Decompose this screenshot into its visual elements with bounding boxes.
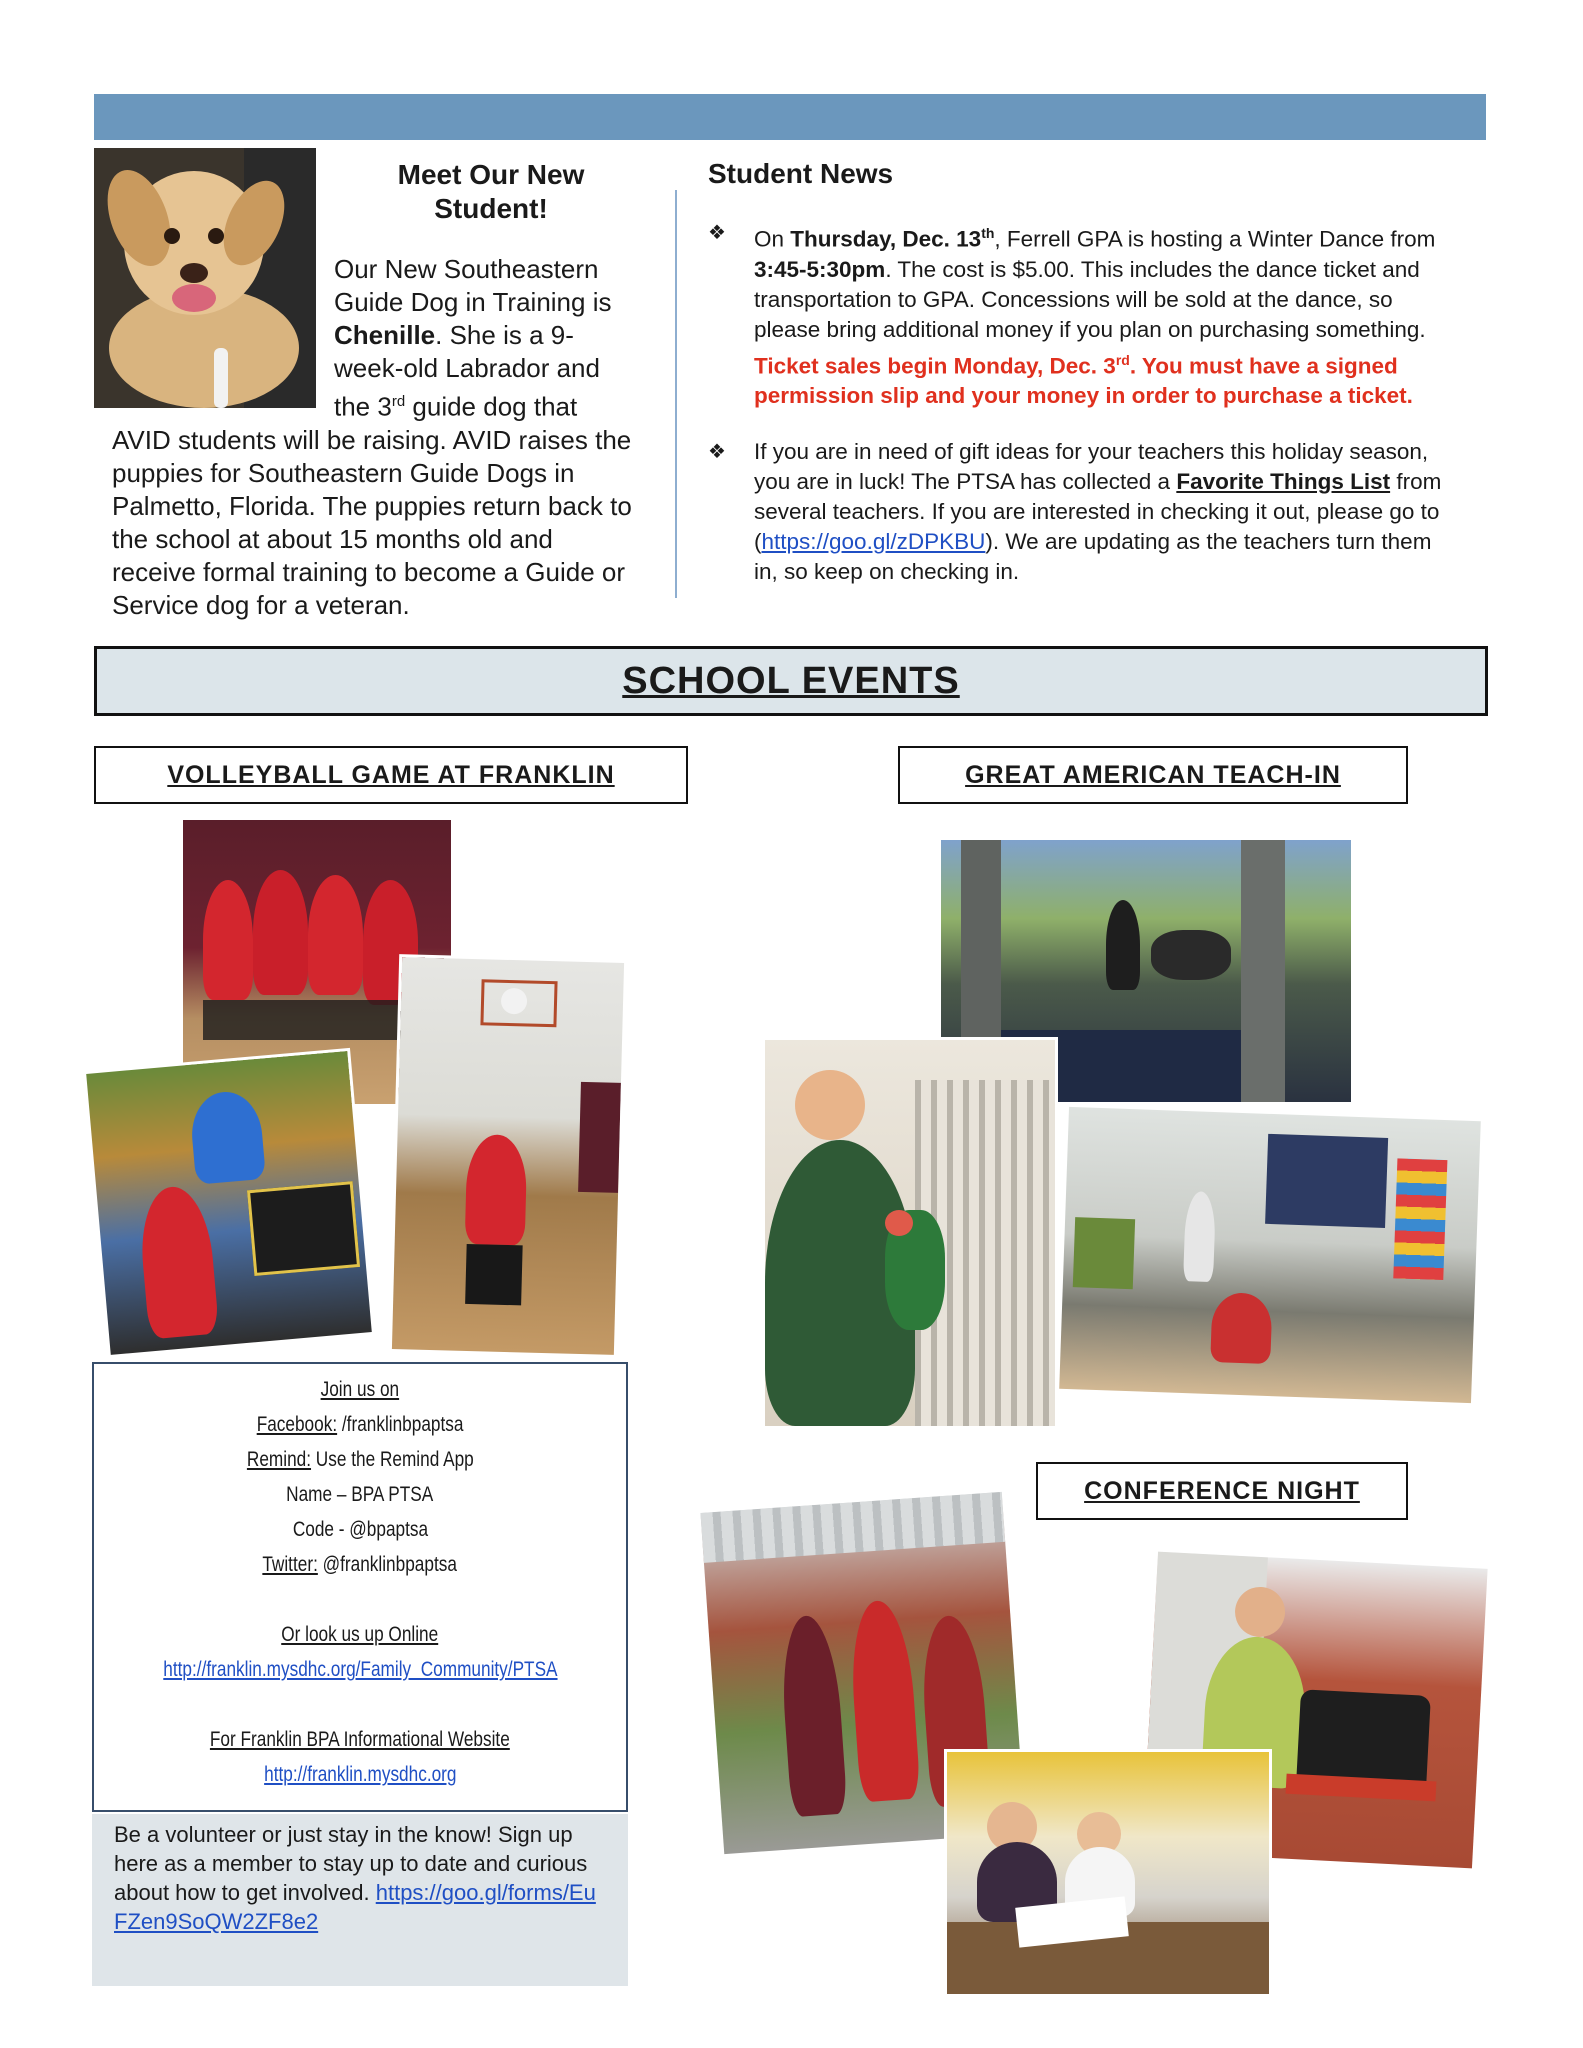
- column-divider: [675, 190, 677, 598]
- online-heading: Or look us up Online: [281, 1623, 439, 1646]
- volleyball-label: [94, 746, 688, 804]
- volunteer-form-link[interactable]: https://goo.gl/forms/EuFZen9SoQW2ZF8e2: [114, 1880, 596, 1934]
- join-us-heading: Join us on: [320, 1378, 400, 1401]
- news-date-sup: th: [981, 225, 995, 241]
- news-text: . The cost is $5.00. This includes the dance ticket and transportation to GPA. Concessions will be sold at the dance, so please bring additional money if you plan on purchasing something.: [754, 256, 1426, 342]
- news-time: 3:45-5:30pm: [754, 256, 886, 282]
- favorite-things-list: Favorite Things List: [1176, 469, 1391, 494]
- remind-name: Name – BPA PTSA: [286, 1483, 434, 1506]
- ptsa-social-box: [92, 1362, 628, 1812]
- school-events-banner: [94, 646, 1488, 716]
- news-alert: . You must have a signed permission slip and your money in order to purchase a ticket.: [754, 353, 1413, 408]
- volunteer-box: [92, 1814, 628, 1986]
- puppy-article-title: Meet Our New Student!: [397, 159, 585, 224]
- news-text: from several teachers. If you are interested in checking it out, please go to (: [754, 469, 1442, 554]
- remind-value: Use the Remind App: [310, 1448, 474, 1471]
- news-alert-sup: rd: [1115, 351, 1130, 368]
- twitter-handle: @franklinbpaptsa: [318, 1553, 458, 1576]
- facebook-handle: /franklinbpaptsa: [337, 1413, 464, 1436]
- favorite-things-link[interactable]: https://goo.gl/zDPKBU: [761, 529, 986, 554]
- news-text: ). We are updating as the teachers turn them in, so keep on checking in.: [754, 529, 1432, 584]
- news-date: Thursday, Dec. 13: [790, 226, 982, 252]
- news-item-dance: [708, 218, 1448, 411]
- diamond-bullet-icon: ❖: [708, 222, 726, 244]
- teachin-title: GREAT AMERICAN TEACH-IN: [965, 760, 1341, 789]
- ice-cream-truck-photo: [86, 1051, 372, 1355]
- puppy-text-2: . She is a 9-week-old Labrador and the 3: [334, 320, 600, 422]
- volunteer-text: Be a volunteer or just stay in the know! Sign up here as a member to stay up to date and curious about how to get involved.: [114, 1822, 588, 1905]
- diamond-bullet-icon: ❖: [708, 441, 726, 463]
- student-news-title: Student News: [708, 158, 894, 189]
- header-bar: [94, 94, 1486, 140]
- puppy-name: Chenille: [334, 320, 436, 350]
- ptsa-website-link[interactable]: http://franklin.mysdhc.org/Family_Community/PTSA: [162, 1658, 558, 1681]
- franklin-website-link[interactable]: http://franklin.mysdhc.org: [263, 1763, 457, 1786]
- twitter-label: Twitter:: [262, 1553, 319, 1576]
- remind-code: Code - @bpaptsa: [292, 1518, 428, 1541]
- teachin-parrot-photo: [765, 1040, 1055, 1426]
- news-text: , Ferrell GPA is hosting a Winter Dance from: [994, 226, 1436, 252]
- news-item-gifts: [708, 437, 1448, 587]
- school-events-title: SCHOOL EVENTS: [622, 659, 960, 702]
- puppy-article-body: [112, 253, 632, 622]
- puppy-text-3: guide dog that AVID students will be raising. AVID raises the puppies for Southeastern Guide Dogs in Palmetto, Florida. The puppies return back to the school at about 15 months old and receive formal training to become a Guide or Service dog for a veteran.: [112, 391, 632, 620]
- facebook-label: Facebook:: [256, 1413, 338, 1436]
- remind-label: Remind:: [246, 1448, 311, 1471]
- conference-signin-photo: [947, 1752, 1269, 1994]
- teachin-label: [898, 746, 1408, 804]
- news-text: If you are in need of gift ideas for your teachers this holiday season, you are in luck! The PTSA has collected a: [754, 439, 1429, 494]
- conference-label: [1036, 1462, 1408, 1520]
- puppy-text-1: Our New Southeastern Guide Dog in Training is: [334, 254, 612, 317]
- puppy-sup: rd: [391, 393, 406, 410]
- info-heading: For Franklin BPA Informational Website: [210, 1728, 510, 1751]
- volleyball-title: VOLLEYBALL GAME AT FRANKLIN: [167, 760, 615, 789]
- conference-title: CONFERENCE NIGHT: [1084, 1476, 1360, 1505]
- student-news-list: [708, 218, 1448, 613]
- news-alert: Ticket sales begin Monday, Dec. 3: [754, 353, 1116, 378]
- news-text: On: [754, 226, 791, 252]
- volleyball-serve-photo: [392, 957, 624, 1355]
- teachin-classroom-photo: [1059, 1107, 1481, 1403]
